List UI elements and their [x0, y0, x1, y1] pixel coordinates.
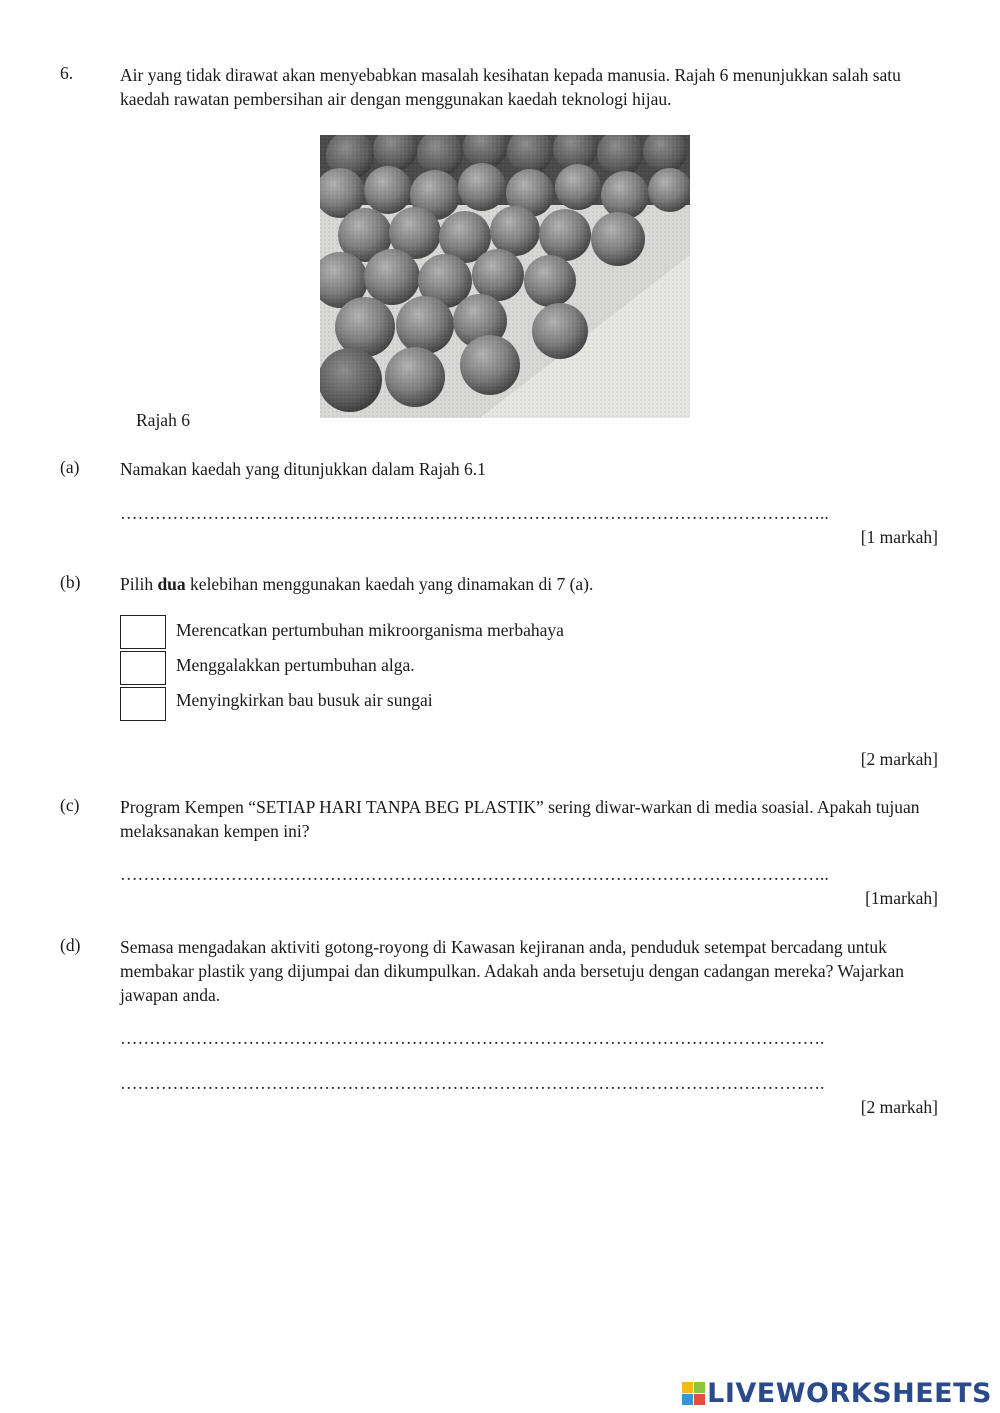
part-d-question: Semasa mengadakan aktiviti gotong-royong di Kawasan kejiranan anda, penduduk setempat bercadang untuk membakar plastik yang dijumpai dan dikumpulkan. Adakah anda bersetuju dengan cadangan mereka? Wajarkan jawapan anda. [120, 937, 905, 1005]
part-b-label: (b) [60, 572, 81, 592]
liveworksheets-logo [682, 1378, 992, 1409]
liveworksheets-logo-text: LIVEWORKSHEETS [707, 1378, 992, 1409]
part-c-marks: [1markah] [865, 888, 938, 908]
part-b-question: Pilih dua kelebihan menggunakan kaedah yang dinamakan di 7 (a). [120, 574, 594, 594]
part-a-answer-line[interactable]: ………………………………………………………………………………………………………….. [120, 503, 829, 523]
part-b-emphasis: dua [157, 574, 186, 594]
question-number: 6. [60, 63, 74, 83]
part-c-answer-line[interactable]: ………………………………………………………………………………………………………….. [120, 864, 829, 884]
part-d-marks: [2 markah] [860, 1097, 938, 1117]
option-1-checkbox[interactable] [120, 615, 166, 649]
figure-caption: Rajah 6 [136, 410, 190, 430]
option-2-label: Menggalakkan pertumbuhan alga. [176, 655, 415, 675]
option-3-checkbox[interactable] [120, 687, 166, 721]
question-intro: Air yang tidak dirawat akan menyebabkan masalah kesihatan kepada manusia. Rajah 6 menunjukkan salah satu kaedah rawatan pembersihan air dengan menggunakan kaedah teknologi hijau. [120, 65, 901, 109]
option-1-label: Merencatkan pertumbuhan mikroorganisma merbahaya [176, 620, 564, 640]
part-a-marks: [1 markah] [860, 527, 938, 547]
part-a-question: Namakan kaedah yang ditunjukkan dalam Rajah 6.1 [120, 459, 486, 479]
liveworksheets-logo-icon [682, 1382, 705, 1405]
part-c-label: (c) [60, 795, 80, 815]
option-2-checkbox[interactable] [120, 651, 166, 685]
option-3-label: Menyingkirkan bau busuk air sungai [176, 690, 433, 710]
part-d-answer-line-1[interactable]: …………………………………………………………………………………………………………. [120, 1028, 825, 1048]
part-d-answer-line-2[interactable]: …………………………………………………………………………………………………………. [120, 1073, 825, 1093]
part-b-marks: [2 markah] [860, 749, 938, 769]
part-a-label: (a) [60, 457, 80, 477]
figure-image-mud-balls [320, 135, 690, 418]
part-d-label: (d) [60, 935, 81, 955]
part-c-question: Program Kempen “SETIAP HARI TANPA BEG PLASTIK” sering diwar-warkan di media soasial. Apakah tujuan melaksanakan kempen ini? [120, 797, 920, 841]
